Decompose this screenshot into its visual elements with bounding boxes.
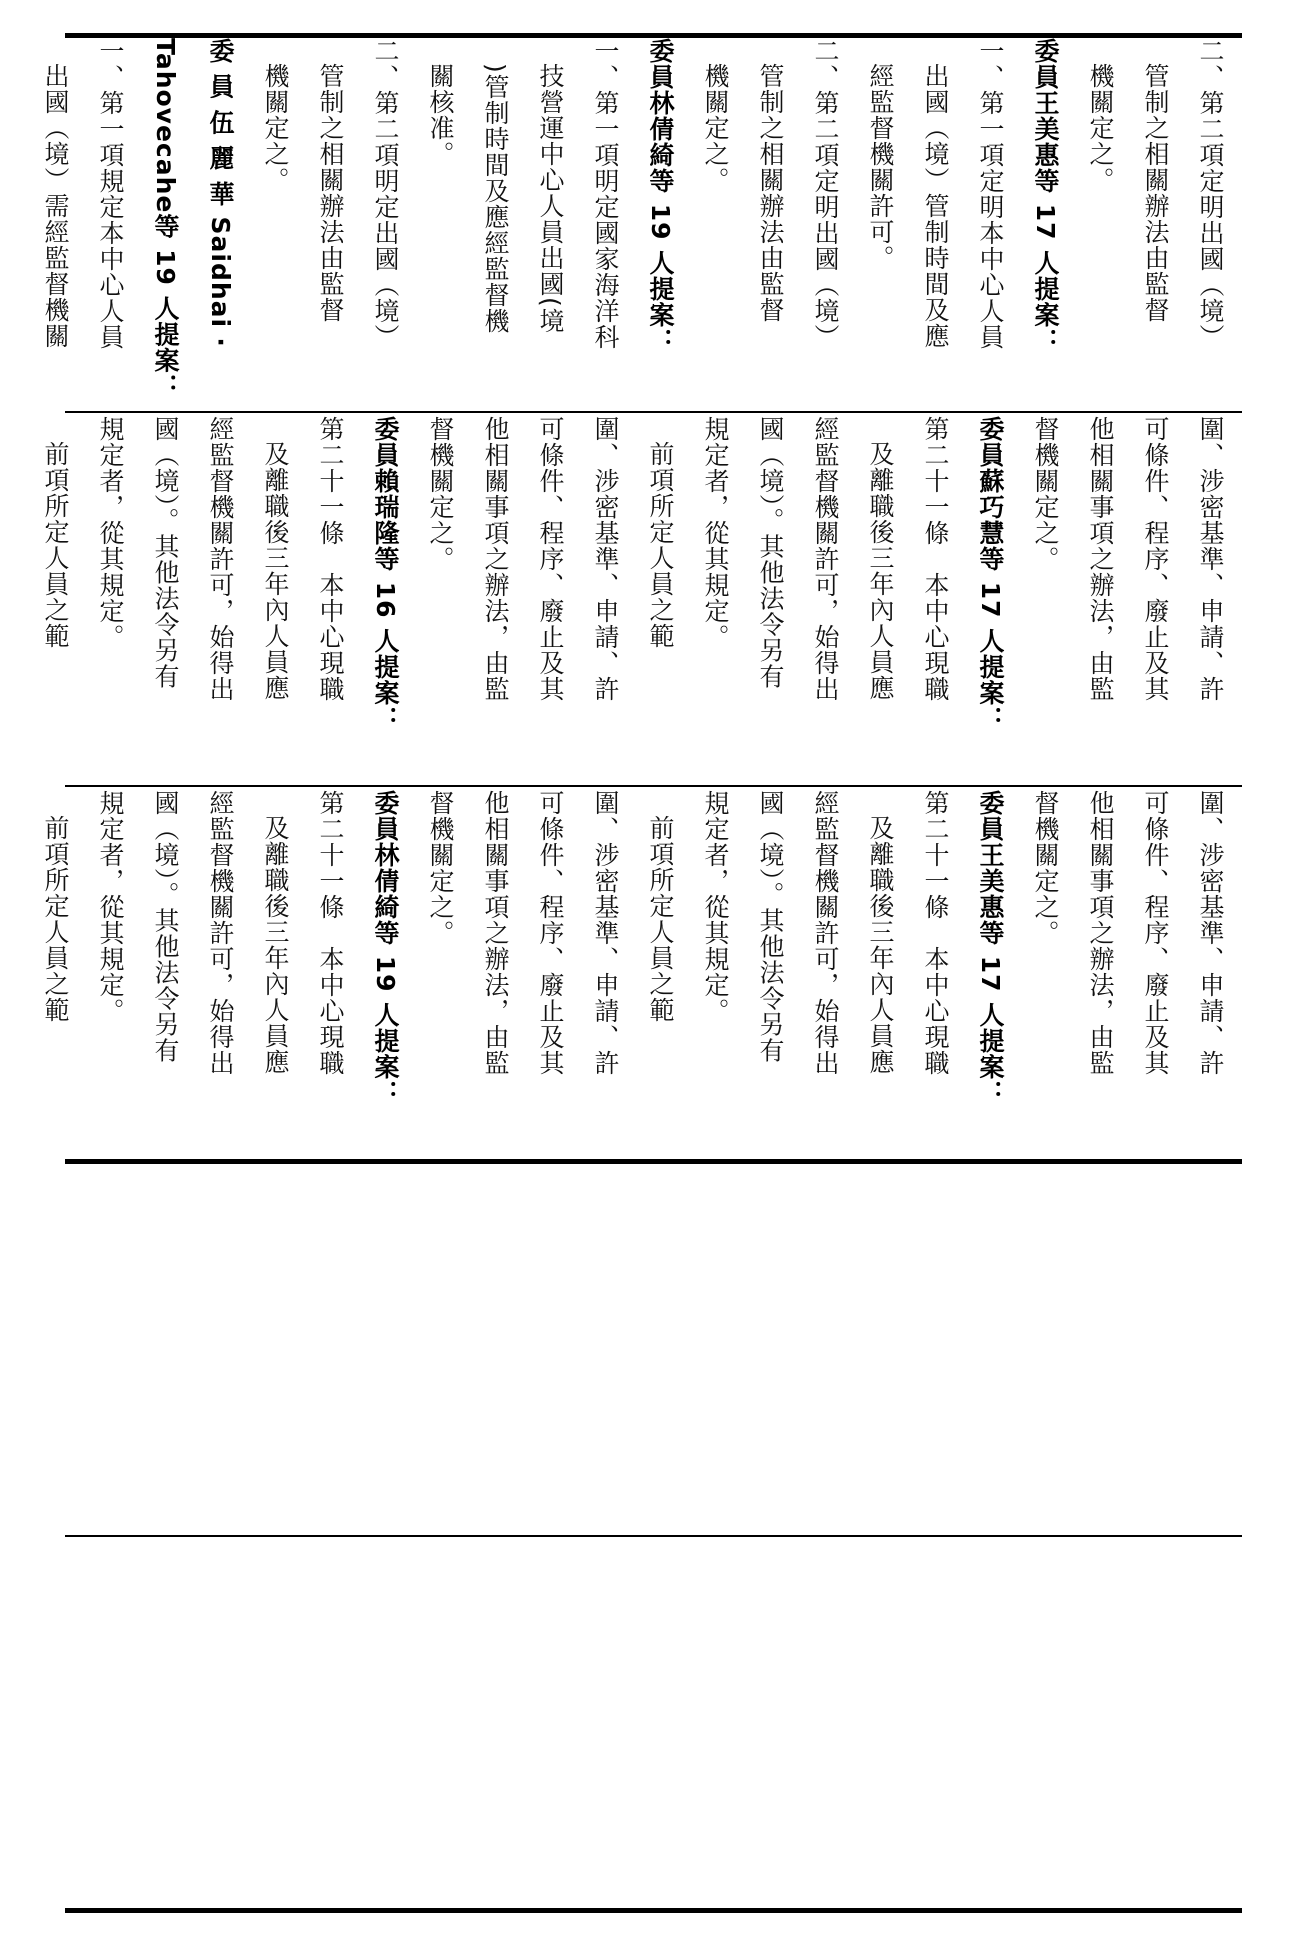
text-line: 第二十一條 本中心現職 xyxy=(316,416,345,702)
text-line: 第二十一條 本中心現職 xyxy=(316,790,345,1076)
text-line: 圍、涉密基準、申請、許 xyxy=(1196,790,1225,1076)
text-line: 規定者，從其規定。 xyxy=(96,790,125,1024)
middle-divider xyxy=(65,785,1242,787)
table-bottom-rule xyxy=(65,1159,1242,1164)
text-line: 圍、涉密基準、申請、許 xyxy=(1196,416,1225,702)
text-line: 關核准。 xyxy=(426,63,455,167)
text-line: 國（境）。其他法令另有 xyxy=(756,416,785,690)
text-line: 前項所定人員之範 xyxy=(646,441,675,649)
text-line: 管制之相關辦法由監督 xyxy=(1141,63,1170,323)
text-line: 出國（境）需經監督機關 xyxy=(41,63,70,349)
text-line: 督機關定之。 xyxy=(426,416,455,572)
text-line: 及離職後三年內人員應 xyxy=(261,441,290,701)
text-line: 國（境）。其他法令另有 xyxy=(151,416,180,690)
proposal-heading: 委員賴瑞隆等 16 人提案： xyxy=(371,416,400,733)
proposal-heading: Tahovecahe等 19 人提案： xyxy=(151,38,180,400)
text-line: 可條件、程序、廢止及其 xyxy=(536,416,565,702)
text-line: 圍、涉密基準、申請、許 xyxy=(591,790,620,1076)
text-line: 規定者，從其規定。 xyxy=(701,416,730,650)
text-line: 及離職後三年內人員應 xyxy=(866,815,895,1075)
column-left-text xyxy=(41,790,1238,1154)
text-line: 督機關定之。 xyxy=(1031,416,1060,572)
text-line: 經監督機關許可，始得出 xyxy=(206,790,235,1076)
lower-section-rule xyxy=(65,1535,1242,1537)
text-line: 管制之相關辦法由監督 xyxy=(756,63,785,323)
proposal-heading: 委員蘇巧慧等 17 人提案： xyxy=(976,416,1005,733)
text-line: 可條件、程序、廢止及其 xyxy=(536,790,565,1076)
text-line: 二、第二項定明出國（境） xyxy=(811,38,840,350)
text-line: 機關定之。 xyxy=(701,63,730,193)
text-line: 經監督機關許可，始得出 xyxy=(811,416,840,702)
text-line: 督機關定之。 xyxy=(1031,790,1060,946)
text-line: 機關定之。 xyxy=(261,63,290,193)
text-line: 他相關事項之辦法，由監 xyxy=(481,416,510,702)
proposal-heading: 委員王美惠等 17 人提案： xyxy=(1031,38,1060,355)
text-line: 國（境）。其他法令另有 xyxy=(151,790,180,1064)
proposal-heading: 委員王美惠等 17 人提案： xyxy=(976,790,1005,1107)
proposal-heading: 委員林倩綺等 19 人提案： xyxy=(371,790,400,1107)
text-line: 規定者，從其規定。 xyxy=(701,790,730,1024)
text-line: 出國（境）管制時間及應 xyxy=(921,63,950,349)
column-middle-text xyxy=(41,416,1238,780)
text-line: 可條件、程序、廢止及其 xyxy=(1141,790,1170,1076)
text-line: 他相關事項之辦法，由監 xyxy=(1086,416,1115,702)
text-line: 前項所定人員之範 xyxy=(41,441,70,649)
text-line: 第二十一條 本中心現職 xyxy=(921,416,950,702)
text-line: 一、第一項明定國家海洋科 xyxy=(591,38,620,350)
text-line: 國（境）。其他法令另有 xyxy=(756,790,785,1064)
text-line: 管制之相關辦法由監督 xyxy=(316,63,345,323)
text-line: 技營運中心人員出國(境 xyxy=(536,63,565,334)
text-line: )管制時間及應經監督機 xyxy=(481,63,510,334)
text-line: 一、第一項規定本中心人員 xyxy=(96,38,125,350)
text-line: 第二十一條 本中心現職 xyxy=(921,790,950,1076)
text-line: 及離職後三年內人員應 xyxy=(261,815,290,1075)
text-line: 經監督機關許可，始得出 xyxy=(811,790,840,1076)
proposal-heading: 委員林倩綺等 19 人提案： xyxy=(646,38,675,355)
column-right-text xyxy=(41,38,1238,406)
text-line: 經監督機關許可，始得出 xyxy=(206,416,235,702)
text-line: 可條件、程序、廢止及其 xyxy=(1141,416,1170,702)
page-bottom-rule xyxy=(65,1908,1242,1913)
text-line: 經監督機關許可。 xyxy=(866,63,895,271)
text-line: 督機關定之。 xyxy=(426,790,455,946)
text-line: 前項所定人員之範 xyxy=(41,815,70,1023)
text-line: 機關定之。 xyxy=(1086,63,1115,193)
upper-divider xyxy=(65,411,1242,413)
proposal-heading: 委 員 伍 麗 華 Saidhai ‧ xyxy=(206,38,235,348)
text-line: 二、第二項定明出國（境） xyxy=(1196,38,1225,350)
text-line: 他相關事項之辦法，由監 xyxy=(1086,790,1115,1076)
text-line: 二、第二項明定出國（境） xyxy=(371,38,400,350)
text-line: 一、第一項定明本中心人員 xyxy=(976,38,1005,350)
text-line: 他相關事項之辦法，由監 xyxy=(481,790,510,1076)
text-line: 及離職後三年內人員應 xyxy=(866,441,895,701)
text-line: 前項所定人員之範 xyxy=(646,815,675,1023)
text-line: 規定者，從其規定。 xyxy=(96,416,125,650)
text-line: 圍、涉密基準、申請、許 xyxy=(591,416,620,702)
